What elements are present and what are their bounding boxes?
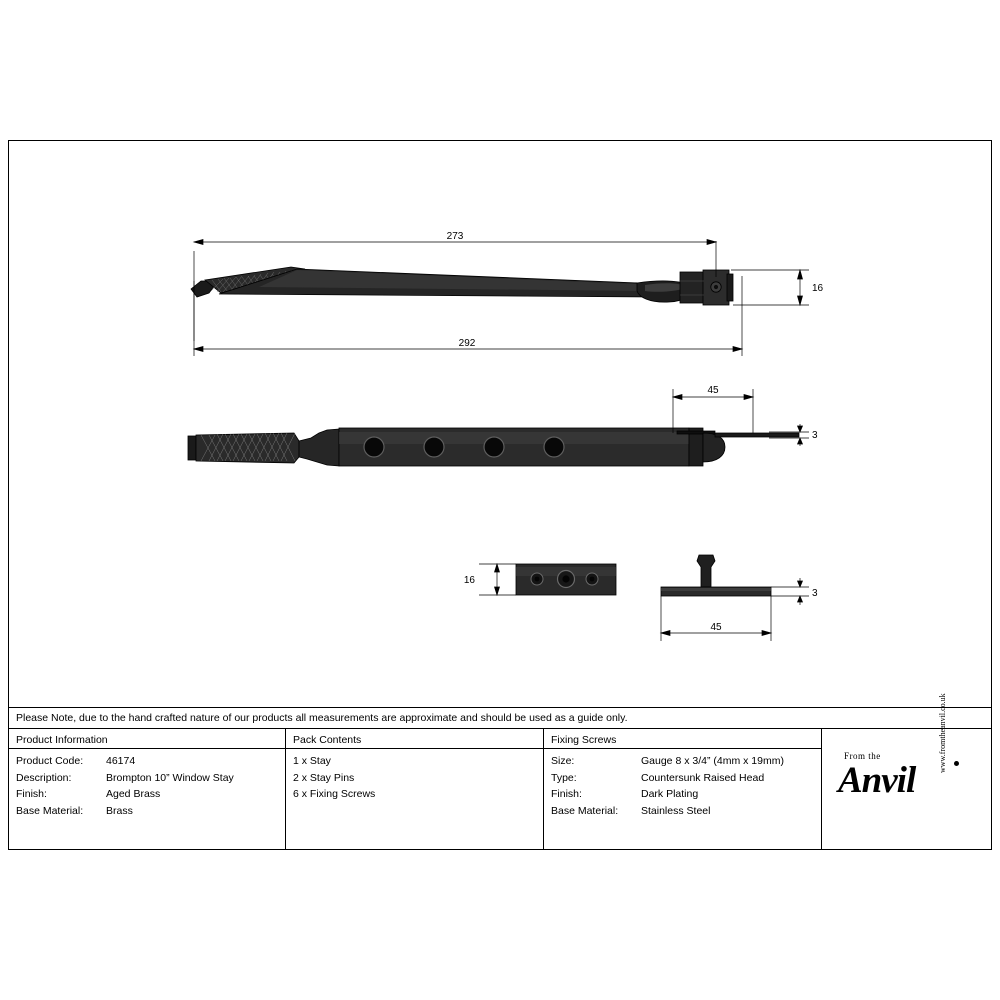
dim-292-label: 292	[458, 338, 476, 349]
finish-label: Finish:	[16, 788, 47, 800]
base-material-value: Brass	[106, 804, 133, 817]
dim-3-keep	[771, 578, 809, 605]
list-item	[551, 755, 821, 772]
dim-3-plan-label: 3	[812, 430, 818, 441]
description-label: Description:	[16, 771, 72, 784]
fixing-screws-list	[544, 749, 821, 821]
screw-type-value: Countersunk Raised Head	[641, 771, 765, 784]
brand-panel	[822, 693, 991, 849]
technical-drawing	[9, 141, 991, 707]
drawing-svg	[9, 141, 991, 707]
screw-type-label: Type:	[551, 771, 577, 784]
dim-3-keep-label: 3	[812, 588, 818, 599]
product-code-label: Product Code:	[16, 755, 84, 767]
fixing-screws-panel	[544, 729, 822, 849]
logo-website-url: www.fromtheanvil.co.uk	[938, 693, 947, 773]
screw-finish-value: Dark Plating	[641, 788, 699, 800]
screw-size-label: Size:	[551, 755, 575, 767]
screw-finish-label: Finish:	[551, 788, 582, 800]
list-item	[16, 805, 285, 822]
from-the-anvil-logo	[822, 693, 991, 849]
product-information-heading: Product Information	[16, 734, 108, 746]
spec-sheet	[8, 140, 992, 850]
dim-45-keep-label: 45	[710, 622, 722, 633]
finish-value: Aged Brass	[106, 788, 161, 800]
dim-273-label: 273	[446, 231, 464, 242]
pack-contents-list	[286, 749, 543, 805]
list-item	[16, 755, 285, 772]
pack-contents-panel	[286, 729, 544, 849]
keep-plate-plan	[516, 564, 616, 595]
logo-from-the-text: From the	[844, 751, 881, 761]
fixing-screws-heading: Fixing Screws	[551, 734, 617, 746]
measurement-note: Please Note, due to the hand crafted nature of our products all measurements are approximate and should be used as a guide only.	[9, 707, 991, 729]
dim-16-height	[731, 270, 809, 305]
side-elevation-view	[191, 267, 733, 305]
product-code-value: 46174	[106, 755, 136, 767]
list-item	[551, 805, 821, 822]
screw-base-material-value: Stainless Steel	[641, 804, 711, 817]
dim-16-keep-label: 16	[463, 575, 475, 586]
screw-base-material-label: Base Material:	[551, 804, 619, 817]
dim-45-plan-label: 45	[707, 385, 719, 396]
keep-pin-elevation	[661, 555, 771, 596]
base-material-label: Base Material:	[16, 804, 84, 817]
list-item	[551, 788, 821, 805]
list-item	[16, 788, 285, 805]
dim-45-keep	[661, 596, 771, 641]
dim-16-keep	[479, 564, 516, 595]
product-information-panel	[9, 729, 286, 849]
logo-anvil-text: Anvil	[838, 760, 916, 801]
list-item	[16, 772, 285, 789]
list-item: 1 x Stay	[293, 755, 331, 767]
description-value: Brompton 10” Window Stay	[106, 771, 234, 784]
product-information-list	[9, 749, 285, 821]
dim-16-height-label: 16	[812, 283, 824, 294]
pack-contents-heading: Pack Contents	[293, 734, 362, 746]
list-item	[551, 772, 821, 789]
logo-dot-icon	[954, 761, 959, 766]
list-item: 6 x Fixing Screws	[293, 788, 376, 800]
screw-size-value: Gauge 8 x 3/4” (4mm x 19mm)	[641, 755, 784, 767]
list-item: 2 x Stay Pins	[293, 771, 355, 784]
plan-view	[188, 428, 799, 466]
